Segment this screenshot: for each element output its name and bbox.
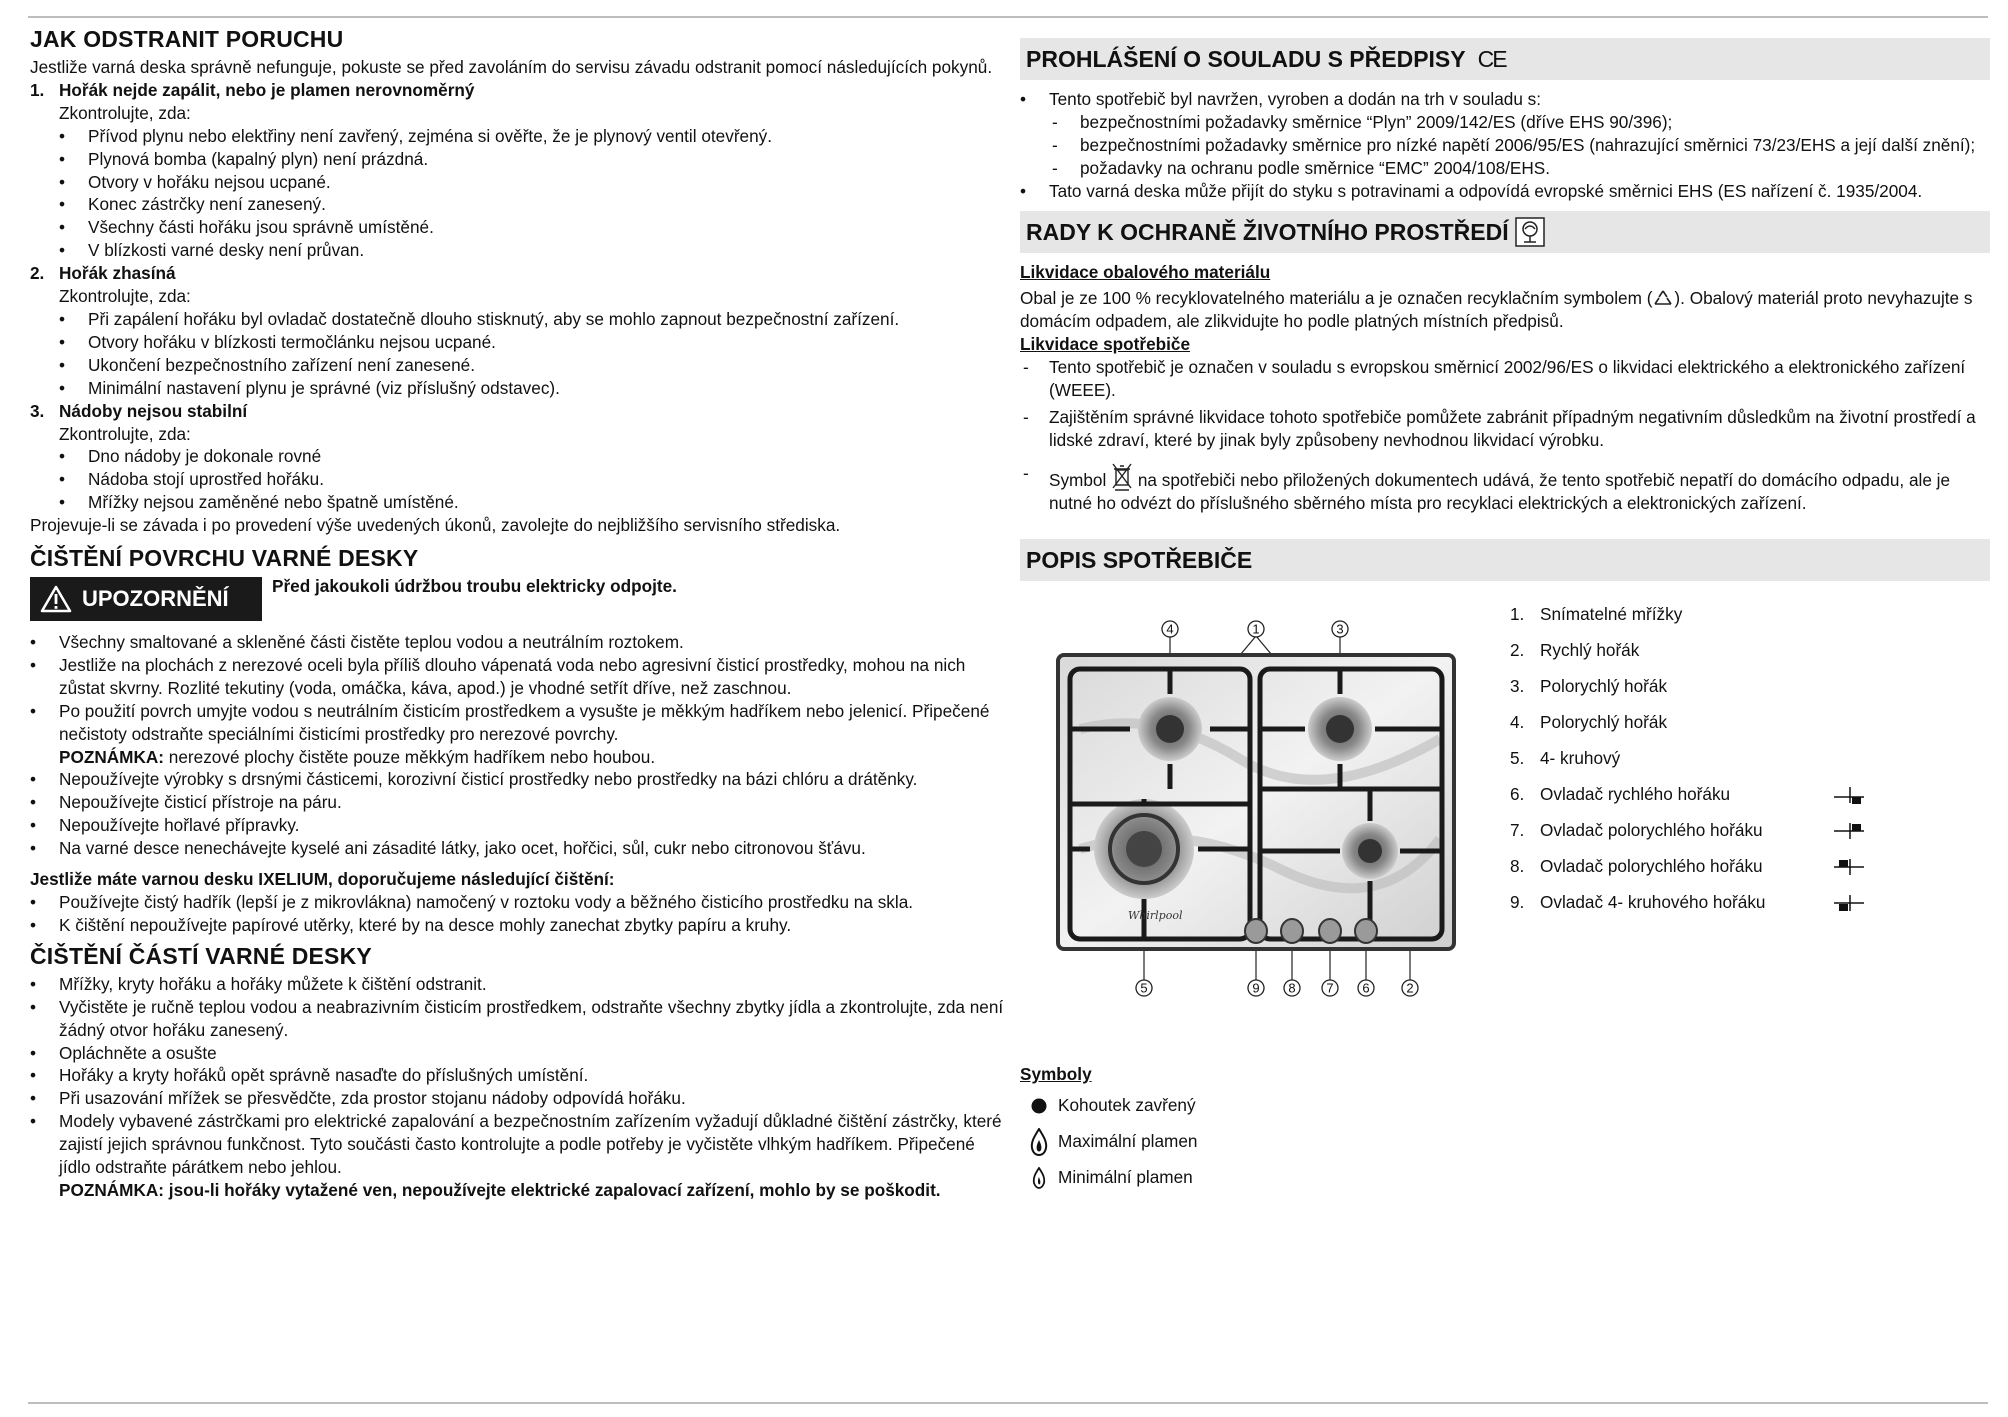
list-item: • Mřížky nejsou zaměněné nebo špatně umístěné. [30,491,1005,514]
problem-2-check: Zkontrolujte, zda: [59,286,191,307]
symbol-row [1020,1160,1990,1196]
legend-item [1510,633,1870,669]
burner-semi-rapid-right [1308,697,1372,761]
list-item: • Na varné desce nenechávejte kyselé ani zásadité látky, jako ocet, hořčici, sůl, cukr nebo citronovou šťávu. [30,837,1005,860]
min-flame-icon [1020,1167,1058,1189]
surface-cleaning-heading: ČIŠTĚNÍ POVRCHU VARNÉ DESKY [30,545,419,572]
legend-number: 1. [1510,604,1525,625]
weee-text-b: na spotřebiči nebo přiložených dokumentech udává, že tento spotřebič nepatří do domácího odpadu, ale je nutné ho odvézt do příslušného sběrného místa pro recyklaci elektrických a elektronických zařízení. [1049,469,1951,513]
list-item: • Jestliže na plochách z nerezové oceli byla příliš dlouho vápenatá voda nebo agresivní čisticí prostředky, mohou na nich zůstat skvrny. Rozlité tekutiny (voda, omáčka, káva, apod.) je vhodné setřít dříve, než zaschnou. [30,654,1005,700]
list-item: • Při zapálení hořáku byl ovladač dostatečně dlouho stisknutý, aby se mohlo zapnout bezpečnostní zařízení. [30,308,1005,331]
environment-icon [1515,217,1545,247]
legend-item [1510,885,1870,921]
recycling-icon [1652,289,1674,307]
environment-heading [1020,211,1990,253]
troubleshooting-intro: Jestliže varná deska správně nefunguje, pokuste se před zavoláním do servisu závadu odstranit pomocí následujících pokynů. [30,57,993,77]
right-column [1020,38,1990,1196]
list-item: • Přívod plynu nebo elektřiny není zavřený, zejména si ověřte, že je plynový ventil otevřený. [30,125,1005,148]
list-item: • Otvory v hořáku nejsou ucpané. [30,171,1005,194]
legend-label: Rychlý hořák [1540,640,1640,661]
conformity-title: PROHLÁŠENÍ O SOULADU S PŘEDPISY [1026,46,1466,72]
packaging-text-a: Obal je ze 100 % recyklovatelného materiálu a je označen recyklačním symbolem ( [1020,288,1653,309]
list-item: • Nepoužívejte hořlavé přípravky. [30,814,1005,837]
callout-3-label: 3 [1336,621,1344,637]
ce-mark-icon: CE [1477,46,1506,72]
list-item: • Opláchněte a osušte [30,1042,1005,1065]
max-flame-icon [1020,1128,1058,1156]
hob-diagram [1020,589,1460,1019]
list-item: • Používejte čistý hadřík (lepší je z mikrovlákna) namočený v roztoku vody a běžného čisticího prostředku na skla. [30,891,1005,914]
problem-3-number: 3. [30,400,45,421]
note-text: nerezové plochy čistěte pouze měkkým hadříkem nebo houbou. [164,746,656,767]
legend-number: 7. [1510,820,1525,841]
warning-row [30,577,1005,621]
legend-item [1510,705,1870,741]
callout-2-label: 2 [1406,980,1414,996]
problem-3-label: Nádoby nejsou stabilní [59,400,248,421]
top-rule [28,16,1988,18]
list-item: • Po použití povrch umyjte vodou s neutrálním čisticím prostředkem a vysušte je měkkým hadříkem nebo jelenicí. Připečené nečistoty odstraňte speciálními čisticími prostředky pro nerezové povrchy. [30,700,1005,746]
list-item: • Tento spotřebič byl navržen, vyroben a dodán na trh v souladu s: [1020,88,1990,111]
appliance-disposal-heading: Likvidace spotřebiče [1020,334,1191,355]
legend-label: Snímatelné mřížky [1540,604,1683,625]
list-item: • Ukončení bezpečnostního zařízení není zanesené. [30,354,1005,377]
legend-label: Ovladač 4- kruhového hořáku [1540,892,1766,913]
parts-note: POZNÁMKA: jsou-li hořáky vytažené ven, nepoužívejte elektrické zapalovací zařízení, mohlo by se poškodit. [59,1179,941,1200]
burner-semi-rapid-left [1138,697,1202,761]
list-item: • Hořáky a kryty hořáků opět správně nasaďte do příslušných umístění. [30,1064,1005,1087]
legend-item [1510,849,1870,885]
callout-4-label: 4 [1166,621,1174,637]
legend-label: Ovladač polorychlého hořáku [1540,856,1763,877]
list-item: - bezpečnostními požadavky směrnice pro nízké napětí 2006/95/ES (nahrazující směrnici 73/23/EHS a její další znění); [1020,134,1990,157]
legend-item [1510,813,1870,849]
packaging-text-b: ). Obalový materiál proto nevyhazujte s domácím odpadem, ale zlikvidujte ho podle platných místních předpisů. [1020,288,1973,332]
symbol-row [1020,1124,1990,1160]
problem-1-number: 1. [30,79,45,100]
list-item: - Zajištěním správné likvidace tohoto spotřebiče pomůžete zabránit případným negativním důsledkům na životní prostředí a lidské zdraví, které by jinak byly způsobeny nevhodnou likvidací výrobku. [1020,406,1990,452]
callout-5-label: 5 [1140,980,1148,996]
list-item: • Nepoužívejte výrobky s drsnými částicemi, korozivní čisticí prostředky nebo prostředky na bázi chlóru a drátěnky. [30,768,1005,791]
list-item: - Tento spotřebič je označen v souladu s evropskou směrnicí 2002/96/ES o likvidaci elektrického a elektronického zařízení (WEEE). [1020,356,1990,402]
list-item: • Otvory hořáku v blízkosti termočlánku nejsou ucpané. [30,331,1005,354]
legend-number: 9. [1510,892,1525,913]
environment-title: RADY K OCHRANĚ ŽIVOTNÍHO PROSTŘEDÍ [1026,218,1509,245]
callout-1-label: 1 [1252,621,1260,637]
burner-triple-ring [1094,799,1194,899]
warning-text: Před jakoukoli údržbou troubu elektricky odpojte. [272,576,677,597]
appliance-figure [1020,589,1990,1059]
description-title: POPIS SPOTŘEBIČE [1026,546,1253,573]
legend-label: Polorychlý hořák [1540,712,1668,733]
legend-label: Ovladač polorychlého hořáku [1540,820,1763,841]
list-item: • Konec zástrčky není zanesený. [30,193,1005,216]
symbol-label: Maximální plamen [1058,1131,1198,1152]
warning-badge [30,577,262,621]
legend-item [1510,597,1870,633]
legend-number: 2. [1510,640,1525,661]
knob-position-semi-rapid-icon [1830,819,1870,843]
problem-3-title [30,400,1005,423]
list-item: - bezpečnostními požadavky směrnice “Plyn” 2009/142/ES (dříve EHS 90/396); [1020,111,1990,134]
legend-item [1510,669,1870,705]
legend-label: 4- kruhový [1540,748,1621,769]
list-item: • Dno nádoby je dokonale rovné [30,445,1005,468]
legend-number: 8. [1510,856,1525,877]
burner-rapid [1342,823,1398,879]
list-item [1020,462,1990,515]
list-item: • Plynová bomba (kapalný plyn) není prázdná. [30,148,1005,171]
list-item: • Vyčistěte je ručně teplou vodou a neabrazivním čisticím prostředkem, odstraňte všechny zbytky jídla a zkontrolujte, zda není žádný otvor hořáku zanesený. [30,996,1005,1042]
problem-1-check: Zkontrolujte, zda: [59,102,191,123]
list-item: • Mřížky, kryty hořáku a hořáky můžete k čištění odstranit. [30,973,1005,996]
ixelium-heading: Jestliže máte varnou desku IXELIUM, doporučujeme následující čištění: [30,869,615,890]
list-item: • Nádoba stojí uprostřed hořáku. [30,468,1005,491]
legend-item [1510,777,1870,813]
closed-tap-icon [1020,1097,1058,1115]
callout-7-label: 7 [1326,980,1334,996]
warning-label: UPOZORNĚNÍ [82,585,229,611]
legend-number: 4. [1510,712,1525,733]
callout-9-label: 9 [1252,980,1260,996]
symbol-row [1020,1088,1990,1124]
parts-legend [1510,597,1870,921]
troubleshooting-outro: Projevuje-li se závada i po provedení výše uvedených úkonů, zavolejte do nejbližšího servisního střediska. [30,515,841,536]
knob-position-semi-rapid-2-icon [1830,855,1870,879]
knob-position-triple-ring-icon [1830,891,1870,915]
list-item: • Všechny smaltované a skleněné části čistěte teplou vodou a neutrálním roztokem. [30,631,1005,654]
list-item: • Všechny části hořáku jsou správně umístěné. [30,216,1005,239]
left-column [30,22,1005,1202]
packaging-disposal-heading: Likvidace obalového materiálu [1020,261,1271,282]
problem-2-title [30,262,1005,285]
list-item: • Tato varná deska může přijít do styku s potravinami a odpovídá evropské směrnici EHS (ES nařízení č. 1935/2004. [1020,180,1990,203]
problem-3-check: Zkontrolujte, zda: [59,423,191,444]
symbols-heading: Symboly [1020,1063,1092,1084]
callout-6-label: 6 [1362,980,1370,996]
surface-note [30,746,1005,769]
list-item: • V blízkosti varné desky není průvan. [30,239,1005,262]
warning-triangle-icon [40,585,72,613]
legend-label: Polorychlý hořák [1540,676,1668,697]
legend-item [1510,741,1870,777]
list-item: • Minimální nastavení plynu je správné (viz příslušný odstavec). [30,377,1005,400]
parts-cleaning-heading: ČIŠTĚNÍ ČÁSTÍ VARNÉ DESKY [30,942,372,969]
legend-number: 5. [1510,748,1525,769]
packaging-text [1020,287,1990,333]
brand-logo: Whirlpool [1128,908,1183,922]
crossed-bin-icon [1111,462,1133,492]
description-heading [1020,539,1990,581]
knob-position-rapid-icon [1830,783,1870,807]
legend-number: 6. [1510,784,1525,805]
list-item: - požadavky na ochranu podle směrnice “EMC” 2004/108/EHS. [1020,157,1990,180]
legend-label: Ovladač rychlého hořáku [1540,784,1731,805]
list-item: • Nepoužívejte čisticí přístroje na páru. [30,791,1005,814]
list-item: • Při usazování mřížek se přesvědčte, zda prostor stojanu nádoby odpovídá hořáku. [30,1087,1005,1110]
list-item: • Modely vybavené zástrčkami pro elektrické zapalování a bezpečnostním zařízením vyžadují důkladné čištění zástrčky, které zajistí jejich správnou funkčnost. Tyto součásti často kontrolujte a podle potřeby je vyčistěte vlhkým hadříkem. Připečené jídlo odstraňte párátkem nebo jehlou. [30,1110,1005,1179]
bottom-rule [28,1402,1988,1404]
legend-number: 3. [1510,676,1525,697]
problem-2-label: Hořák zhasíná [59,263,176,284]
problem-1-title [30,79,1005,102]
symbol-label: Minimální plamen [1058,1167,1193,1188]
symbol-label: Kohoutek zavřený [1058,1095,1196,1116]
problem-2-number: 2. [30,263,45,284]
callout-8-label: 8 [1288,980,1296,996]
note-label: POZNÁMKA: [59,746,165,767]
list-item: • K čištění nepoužívejte papírové utěrky, které by na desce mohly zanechat zbytky papíru a kruhy. [30,914,1005,937]
problem-1-label: Hořák nejde zapálit, nebo je plamen nerovnoměrný [59,79,475,100]
troubleshooting-heading: JAK ODSTRANIT PORUCHU [30,26,344,52]
weee-text-a: Symbol [1049,469,1112,490]
conformity-heading [1020,38,1990,80]
